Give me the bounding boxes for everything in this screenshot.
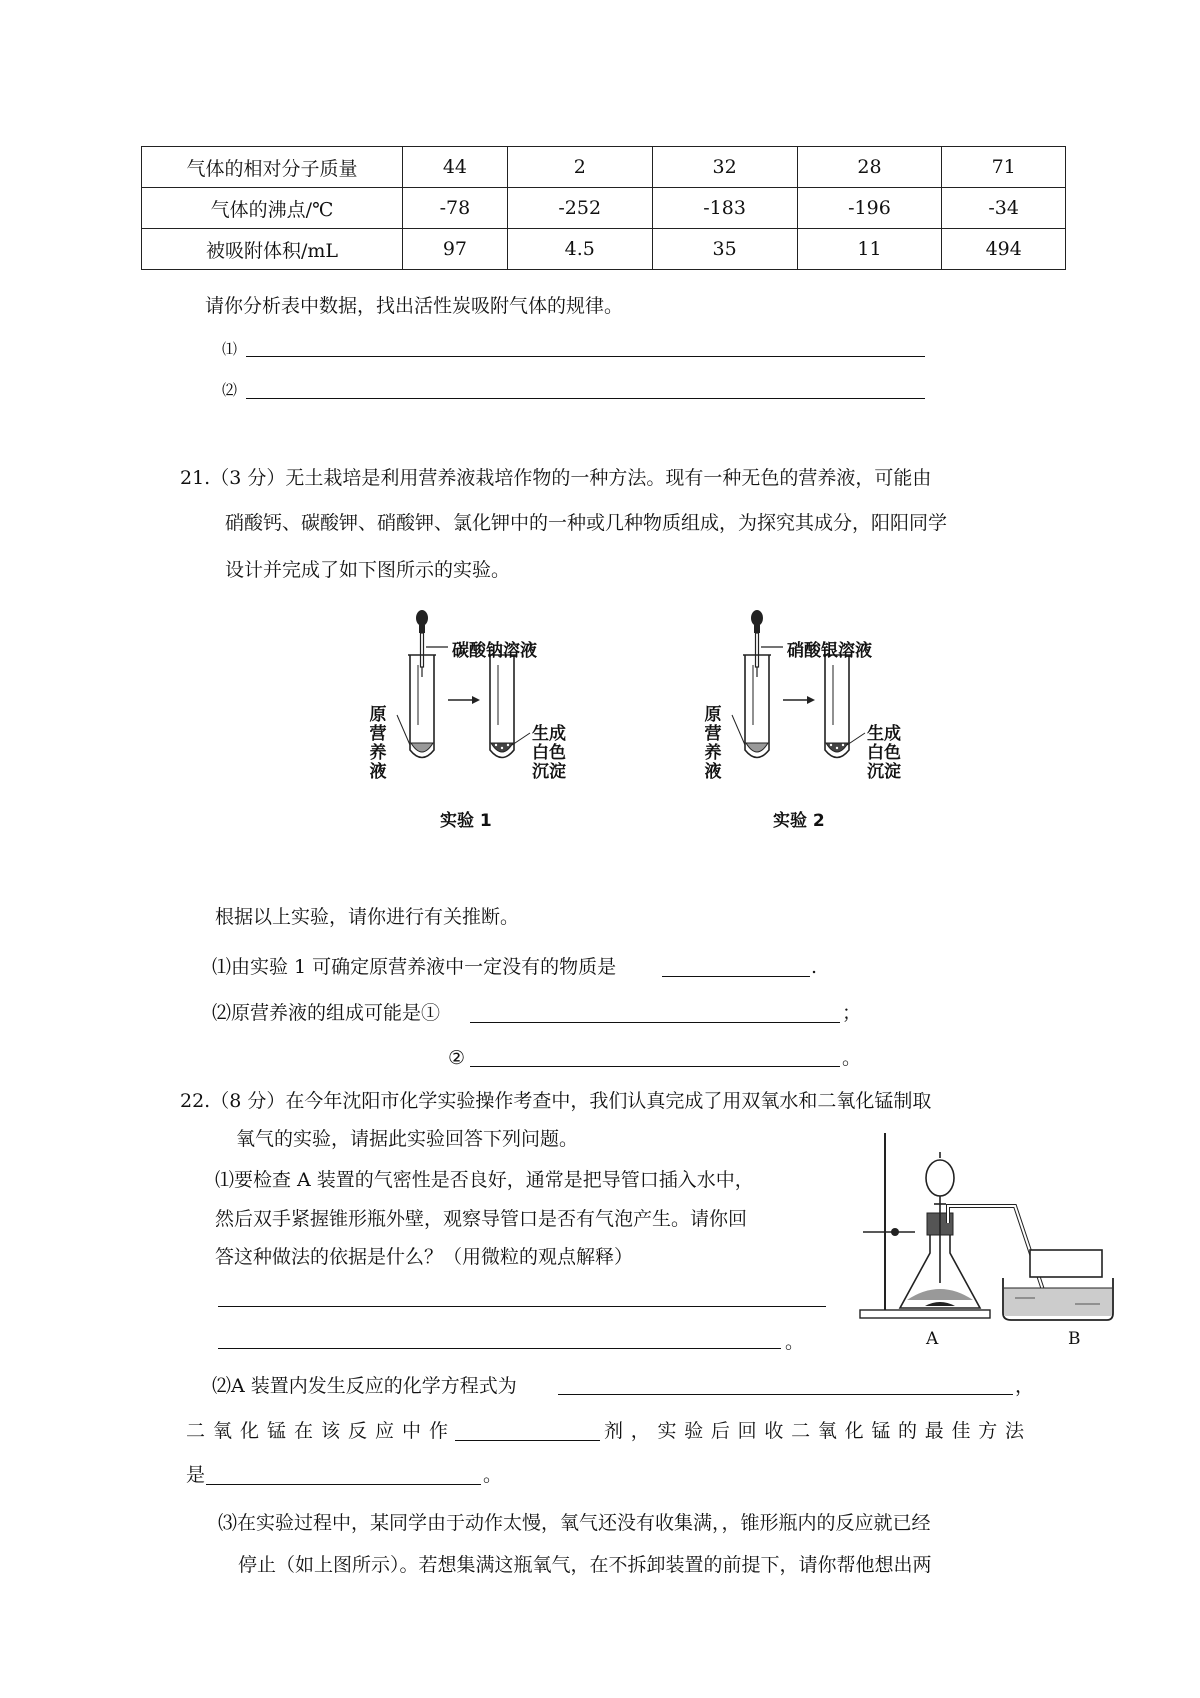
- arrow-right-icon: [448, 696, 480, 704]
- exp1-result: 生成白色沉淀: [532, 724, 566, 782]
- q21-sub2: ⑵原营养液的组成可能是①: [212, 1002, 441, 1024]
- table-cell: -78: [403, 188, 508, 229]
- test-tube-icon: [823, 655, 851, 758]
- answer-blank[interactable]: [246, 398, 925, 399]
- table-cell: 97: [403, 229, 508, 270]
- table-cell: 4.5: [507, 229, 652, 270]
- table-cell: -196: [797, 188, 942, 229]
- water-trough-icon: [1003, 1250, 1113, 1320]
- q22-line1: 22.（8 分）在今年沈阳市化学实验操作考查中，我们认真完成了用双氧水和二氧化锰制取: [180, 1090, 932, 1112]
- q21-sub2b: ②: [448, 1047, 466, 1069]
- answer-blank[interactable]: [218, 1306, 826, 1307]
- table-cell: 494: [942, 229, 1066, 270]
- q20-instruction: 请你分析表中数据，找出活性炭吸附气体的规律。: [205, 295, 624, 317]
- q22-sub3-l1: ⑶在实验过程中，某同学由于动作太慢，氧气还没有收集满，，锥形瓶内的反应就已经: [218, 1512, 931, 1534]
- q21-intro: 根据以上实验，请你进行有关推断。: [215, 906, 520, 928]
- q22-sub1-l1: ⑴要检查 A 装置的气密性是否良好，通常是把导管口插入水中，: [215, 1169, 754, 1191]
- q22-line2: 氧气的实验，请据此实验回答下列问题。: [236, 1128, 579, 1150]
- table-row: [142, 147, 1066, 188]
- test-tube-icon: [488, 655, 516, 758]
- answer-blank[interactable]: [246, 356, 925, 357]
- q21-line3: 设计并完成了如下图所示的实验。: [225, 559, 511, 581]
- q22-sub2-l2b: 剂，实验后回收二氧化锰的最佳方法: [604, 1420, 1024, 1442]
- q21-line2: 硝酸钙、碳酸钾、硝酸钾、氯化钾中的一种或几种物质组成，为探究其成分，阳阳同学: [225, 512, 948, 534]
- table-cell: 35: [652, 229, 797, 270]
- row-label: 气体的沸点/℃: [142, 188, 403, 229]
- q22-sub3-l2: 停止（如上图所示）。若想集满这瓶氧气，在不拆卸装置的前提下，请你帮他想出两: [238, 1554, 932, 1576]
- apparatus-label-a: A: [926, 1329, 939, 1349]
- answer-blank[interactable]: [218, 1348, 781, 1349]
- answer-blank[interactable]: [455, 1440, 600, 1441]
- q20-blank1-label: ⑴: [222, 340, 238, 358]
- exp1-caption: 实验 1: [440, 811, 492, 831]
- table-cell: 2: [507, 147, 652, 188]
- q21-sub1: ⑴由实验 1 可确定原营养液中一定没有的物质是: [212, 956, 617, 978]
- q22-sub1-l2: 然后双手紧握锥形瓶外壁，观察导管口是否有气泡产生。请你回: [215, 1208, 748, 1230]
- table-cell: -252: [507, 188, 652, 229]
- arrow-right-icon: [783, 696, 815, 704]
- answer-blank[interactable]: [470, 1066, 840, 1067]
- answer-blank[interactable]: [206, 1484, 481, 1485]
- answer-blank[interactable]: [662, 976, 810, 977]
- q22-sub2-l1: ⑵A 装置内发生反应的化学方程式为: [212, 1375, 517, 1397]
- q22-sub1-l3: 答这种做法的依据是什么？（用微粒的观点解释）: [215, 1246, 634, 1268]
- table-cell: 44: [403, 147, 508, 188]
- q22-sub1-end: 。: [785, 1331, 805, 1353]
- q21-sub2-end: ；: [842, 1002, 862, 1024]
- answer-blank[interactable]: [558, 1394, 1013, 1395]
- exp1-reagent: 碳酸钠溶液: [452, 641, 537, 661]
- q21-sub2b-end: 。: [842, 1047, 862, 1069]
- exp2-caption: 实验 2: [773, 811, 825, 831]
- exp1-original: 原营养液: [369, 705, 387, 782]
- q22-sub2-l3: 是: [186, 1464, 206, 1486]
- q22-sub2-l2a: 二氧化锰在该反应中作: [186, 1420, 448, 1442]
- q21-sub1-end: .: [811, 956, 818, 978]
- q22-sub2-l3-end: 。: [483, 1464, 503, 1486]
- apparatus-label-b: B: [1068, 1329, 1081, 1349]
- table-cell: -34: [942, 188, 1066, 229]
- table-row: [142, 229, 1066, 270]
- table-cell: 11: [797, 229, 942, 270]
- q22-sub2-l1-end: ，: [1015, 1375, 1035, 1397]
- q21-line1: 21.（3 分）无土栽培是利用营养液栽培作物的一种方法。现有一种无色的营养液，可能由: [180, 467, 932, 489]
- table-cell: 71: [942, 147, 1066, 188]
- exp2-original: 原营养液: [704, 705, 722, 782]
- gas-data-table: [141, 146, 1066, 270]
- row-label: 被吸附体积/mL: [142, 229, 403, 270]
- oxygen-apparatus-diagram: [855, 1128, 1115, 1338]
- exp2-reagent: 硝酸银溶液: [787, 641, 872, 661]
- table-cell: 28: [797, 147, 942, 188]
- table-row: [142, 188, 1066, 229]
- q20-blank2-label: ⑵: [222, 381, 238, 399]
- table-cell: -183: [652, 188, 797, 229]
- exp2-result: 生成白色沉淀: [867, 724, 901, 782]
- table-cell: 32: [652, 147, 797, 188]
- row-label: 气体的相对分子质量: [142, 147, 403, 188]
- answer-blank[interactable]: [470, 1022, 840, 1023]
